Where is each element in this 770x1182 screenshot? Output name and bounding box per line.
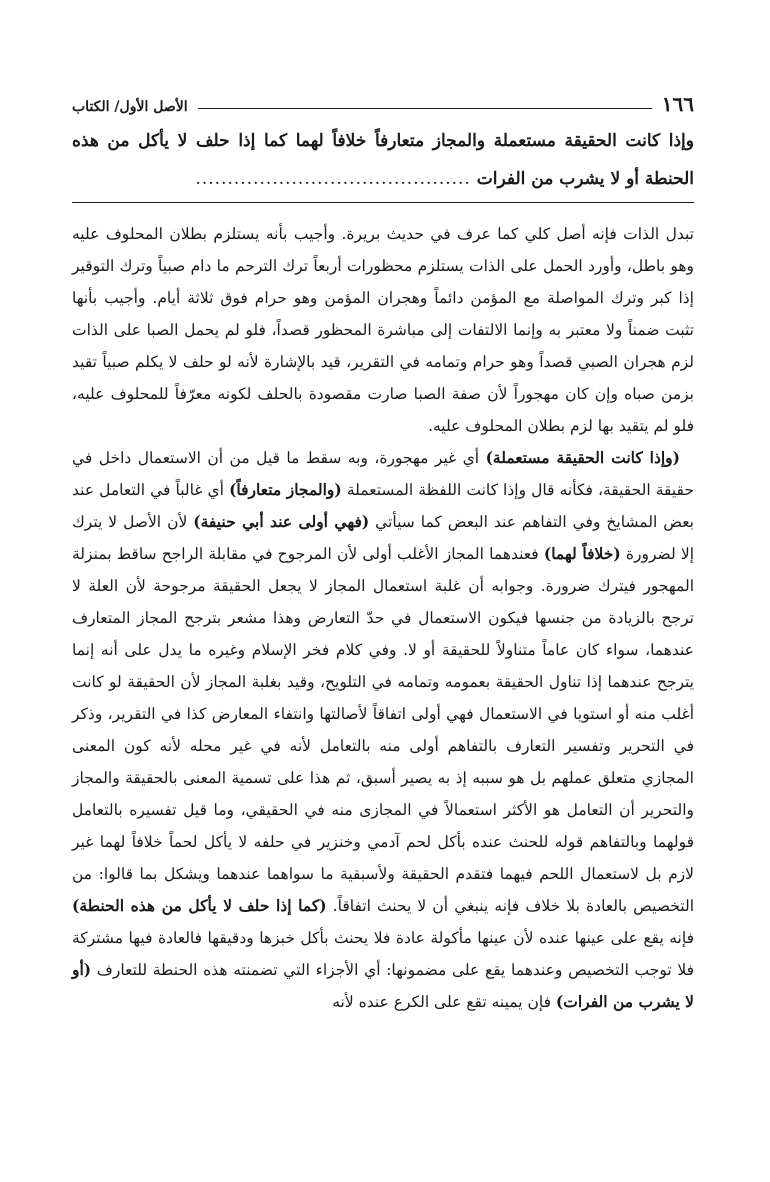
running-title: الأصل الأول/ الكتاب xyxy=(72,99,188,115)
commentary-segment: أي غالباً في التعامل عند بعض المشايخ وفي التفاهم عند البعض كما سيأتي xyxy=(72,481,694,531)
header-rule xyxy=(198,108,652,109)
commentary-segment: أي غير مهجورة، وبه سقط ما قيل من أن الاستعمال داخل في حقيقة الحقيقة، فكأنه قال وإذا كانت اللفظة المستعملة xyxy=(72,449,694,499)
matn-body: وإذا كانت الحقيقة مستعملة والمجاز متعارفاً خلافاً لهما كما إذا حلف لا يأكل من هذه الحنطة أو لا يشرب من الفرات xyxy=(72,131,694,189)
commentary-segment: فإن يمينه تقع على الكرع عنده لأنه xyxy=(332,993,556,1011)
commentary-segment: فإنه يقع على عينها عنده لأن عينها مأكولة عادة فلا يحنث بأكل خبزها ودقيقها فالعادة فيها مشتركة فلا توجب التخصيص وعندهما يقع على مضمونها: أي الأجزاء التي تضمنته هذه الحنطة للتعارف xyxy=(72,929,694,979)
quoted-matn: (أو لا يشرب من الفرات) xyxy=(72,960,694,1011)
matn-commentary-separator xyxy=(72,202,694,203)
commentary-paragraph-2 xyxy=(72,442,694,1018)
commentary-text xyxy=(72,218,694,1018)
matn-paragraph xyxy=(72,122,694,198)
quoted-matn: (فهي أولى عند أبي حنيفة) xyxy=(193,512,370,531)
matn-text xyxy=(72,122,694,198)
quoted-matn: (كما إذا حلف لا يأكل من هذه الحنطة) xyxy=(72,896,327,915)
matn-dots: ........................................... xyxy=(195,169,471,189)
quoted-matn: (خلافاً لهما) xyxy=(543,544,621,563)
quoted-matn: (والمجاز متعارفاً) xyxy=(229,480,342,499)
page-header xyxy=(72,84,694,114)
commentary-paragraph-1: تبدل الذات فإنه أصل كلي كما عرف في حديث بريرة. وأجيب بأنه يستلزم بطلان المحلوف عليه وهو باطل، وأورد الحمل على الذات يستلزم محظورات أربعاً ترك الترحم ما دام صبياً وترك التوقير إذا كبر وترك المواصلة مع المؤمن دائماً وهجران المؤمن وهو حرام فوق ثلاثة أيام. وأجيب بأنها تثبت ضمناً ولا معتبر به وإنما الالتفات إلى مباشرة المحظور قصداً، فلو لم يحمل الصبا على الذات لزم هجران الصبي قصداً وهو حرام وتمامه في التقرير، قيد بالإشارة لأنه لو حلف لا يكلم صبياً تقيد بزمن صباه وإن كان مهجوراً لأن صفة الصبا صارت مقصودة بالحلف لكونه معرّفاً للمحلوف عليه، فلو لم يتقيد بها لزم بطلان المحلوف عليه. xyxy=(72,225,694,435)
quoted-matn: (وإذا كانت الحقيقة مستعملة) xyxy=(485,448,680,467)
commentary-segment: فعندهما المجاز الأغلب أولى لأن المرجوح في مقابلة الراجح ساقط بمنزلة المهجور فيترك ضرورة. وجوابه أن غلبة استعمال المجاز لا يجعل الحقيقة مرجوحة لأن العلة لا ترجح بالزيادة من جنسها فيكون الاستعمال في حدّ التعارض وهذا مشعر بترجح المجاز المتعارف عندهما، سواء كان عاماً متناولاً للحقيقة أو لا. وفي كلام فخر الإسلام وغيره ما يدل على أنه إنما يترجح عندهما إذا تناول الحقيقة بعمومه وتمامه في التلويح، وقيد بغلبة المجاز لأن الحقيقة لو كانت أغلب منه أو استويا في الاستعمال فهي أولى اتفاقاً لأصالتها وانتفاء المعارض كذا في التقرير، وذكر في التحرير وتفسير التعارف بالتفاهم أولى منه بالتعامل لأنه في غير محله لأنه كون المعنى المجازي متعلق عملهم بل هو سببه إذ به يصير أسبق، ثم هذا على تسمية المعنى بالحقيقة والمجاز والتحرير أن التعامل هو الأكثر استعمالاً في المجازى منه في الحقيقي، وما قيل تفسيره بالتعامل قولهما وبالتفاهم قوله للحنث عنده بأكل لحم آدمي وخنزير في حلفه لا يأكل لحماً خلافاً لهما غير لازم بل لاستعمال اللحم فيهما فتقدم الحقيقة ولأسبقية ما سواهما عندهما ويشكل بما قالوا: من التخصيص بالعادة بلا خلاف فإنه ينبغي أن لا يحنث اتفاقاً. xyxy=(72,545,694,915)
page-number: ١٦٦ xyxy=(661,92,694,116)
commentary-segment: لأن الأصل لا يترك إلا لضرورة xyxy=(72,513,695,563)
